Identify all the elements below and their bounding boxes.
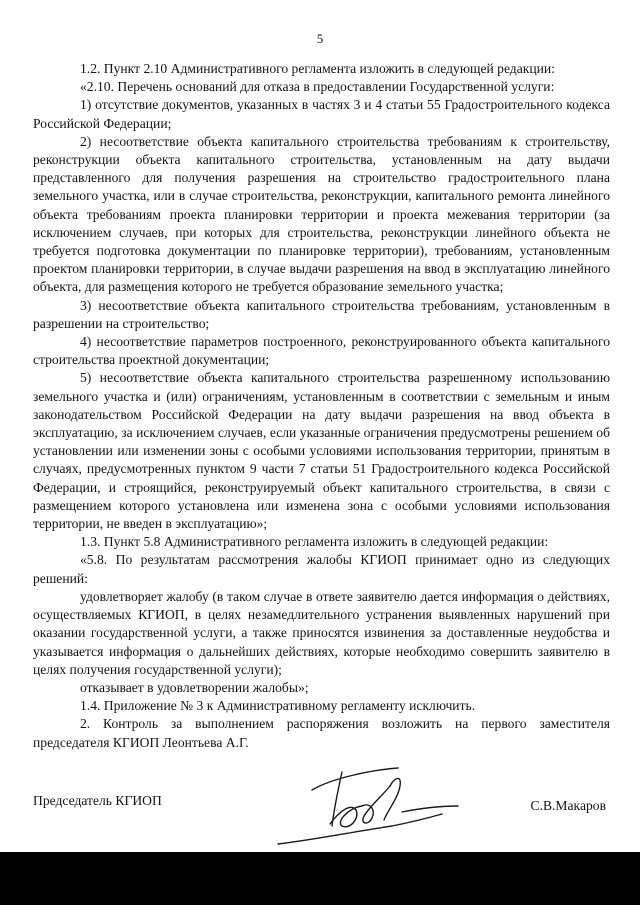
list-item-3: 3) несоответствие объекта капитального строительства требованиям, установленным в разрешении на строительство; [33, 297, 610, 331]
list-item-4: 4) несоответствие параметров построенного, реконструированного объекта капитального строительства проектной документации; [33, 334, 610, 368]
scan-bottom-border [0, 852, 640, 905]
paragraph-2-control: 2. Контроль за выполнением распоряжения возложить на первого заместителя председателя КГИОП Леонтьева А.Г. [33, 716, 610, 750]
list-item-5: 5) несоответствие объекта капитального строительства разрешенному использованию земельного участка и (или) ограничениям, установленным в соответствии с земельным и иным законодательством Российской Федерации на дату выдачи разрешения на ввод объекта в эксплуатацию, за исключением случаев, если указанные ограничения предусмотрены решением об установлении или изменении зоны с особыми условиями использования территории, принятым в случаях, предусмотренных пунктом 9 части 7 статьи 51 Градостроительного кодекса Российской Федерации, и строящийся, реконструируемый объект капитального строительства, в связи с размещением которого установлена или изменена зона с особыми условиями использования территории, не введен в эксплуатацию»; [33, 370, 610, 532]
paragraph-5-8: «5.8. По результатам рассмотрения жалобы КГИОП принимает одно из следующих решений: [33, 552, 610, 586]
signer-name: С.В.Макаров [530, 798, 606, 813]
paragraph-1-3: 1.3. Пункт 5.8 Административного регламента изложить в следующей редакции: [80, 534, 549, 550]
list-item-1: 1) отсутствие документов, указанных в частях 3 и 4 статьи 55 Градостроительного кодекса Российской Федерации; [33, 97, 610, 131]
option-refuse: отказывает в удовлетворении жалобы»; [80, 679, 309, 695]
paragraph-2-10: «2.10. Перечень оснований для отказа в предоставлении Государственной услуги: [80, 79, 555, 95]
page-number: 5 [316, 31, 324, 46]
handwritten-signature-icon [272, 760, 482, 850]
document-body [33, 60, 610, 752]
signer-title: Председатель КГИОП [33, 793, 162, 808]
signature-block [0, 760, 640, 850]
option-satisfy: удовлетворяет жалобу (в таком случае в ответе заявителю дается информация о действиях, осуществляемых КГИОП, в целях незамедлительного устранения выявленных нарушений при оказании государственной услуги, а также приносятся извинения за доставленные неудобства и указывается информация о дальнейших действиях, которые необходимо совершить заявителю в целях получения государственной услуги); [33, 588, 610, 677]
paragraph-1-2: 1.2. Пункт 2.10 Административного регламента изложить в следующей редакции: [80, 61, 555, 76]
list-item-2: 2) несоответствие объекта капитального строительства требованиям к строительству, реконструкции объекта капитального строительства, установленным на дату выдачи представленного для получения разрешения на строительство градостроительного плана земельного участка, или в случае строительства, реконструкции, капитального ремонта линейного объекта требованиям проекта планировки территории и проекта межевания территории (за исключением случаев, при которых для строительства, реконструкции линейного объекта не требуется подготовка документации по планировке территории), требованиям, установленным проектом планировки территории, в случае выдачи разрешения на ввод в эксплуатацию линейного объекта, для размещения которого не требуется образование земельного участка; [33, 133, 610, 295]
paragraph-1-4: 1.4. Приложение № 3 к Административному регламенту исключить. [80, 698, 476, 714]
